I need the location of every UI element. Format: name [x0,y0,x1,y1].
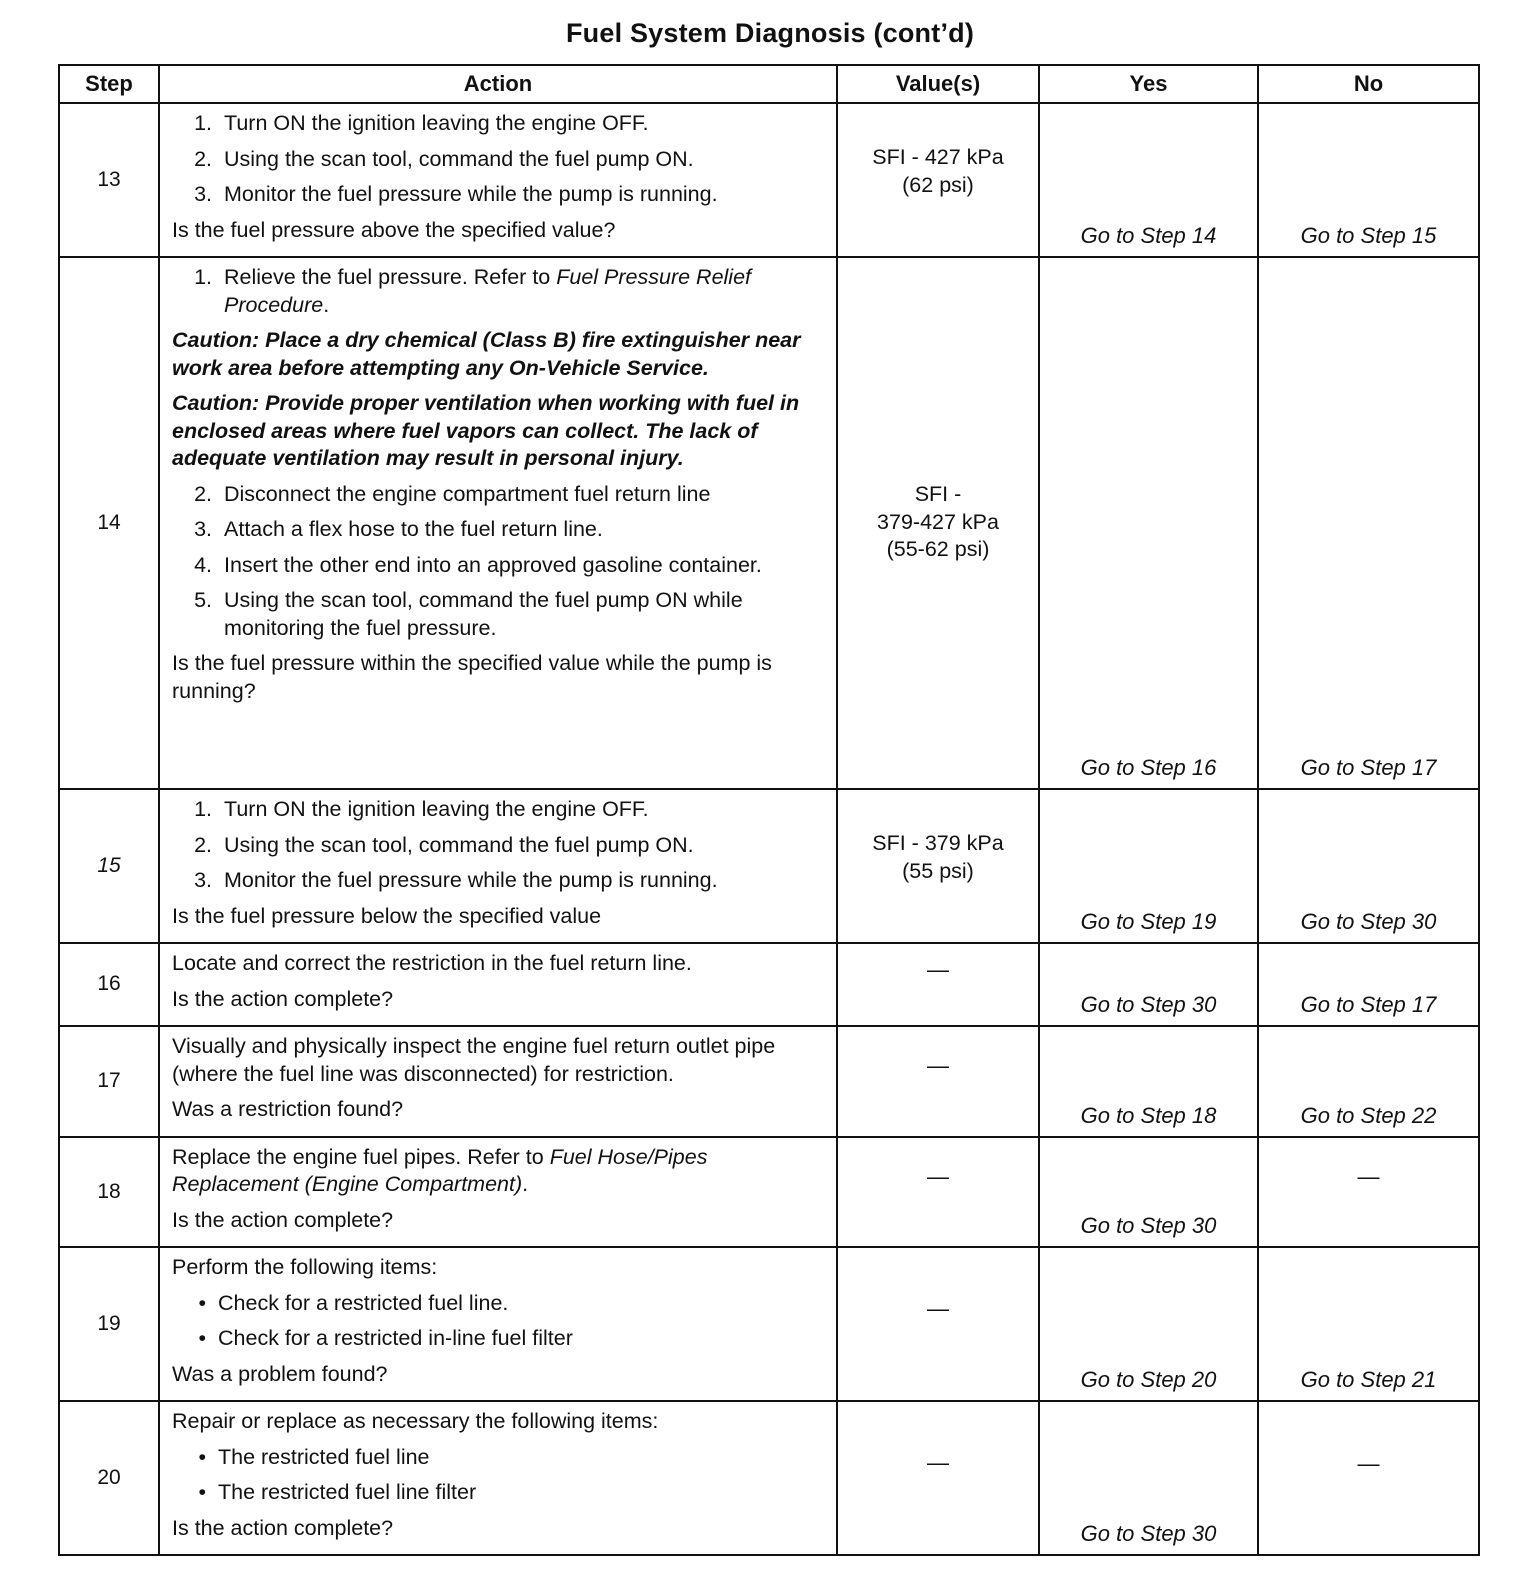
step-number: 13 [59,103,159,257]
action-item: Insert the other end into an approved gasoline container. [224,552,762,577]
step-number: 16 [59,943,159,1026]
no-cell: Go to Step 15 [1258,103,1479,257]
yes-cell: Go to Step 16 [1039,257,1258,789]
action-cell: 1. Relieve the fuel pressure. Refer to Fuel Pressure Relief Procedure. Caution: Place a dry chemical (Class B) fire extinguisher near work area before attempting any On-Vehicle Service. Caution: Provide proper ventilation when working with fuel in enclosed areas where fuel vapors can collect. The lack of adequate ventilation may result in personal injury. 2. Disconnect the engine compartment fuel return line 3. Attach a flex hose to the fuel return line. 4. Insert the other end into an approved gasoline container. 5. Using the scan tool, command the fuel pump ON while monitoring the fuel pressure. Is the fuel pressure within the specified value while the pump is running? [159,257,837,789]
action-question: Is the fuel pressure above the specified value? [172,217,616,242]
yes-cell: Go to Step 30 [1039,943,1258,1026]
bullet-icon: • [198,1444,206,1469]
action-cell [159,1026,837,1137]
step-number: 17 [59,1026,159,1137]
yes-cell: Go to Step 19 [1039,789,1258,943]
step-number: 19 [59,1247,159,1401]
header-value: Value(s) [837,65,1039,103]
bullet-item: The restricted fuel line [218,1444,430,1469]
action-question: Is the action complete? [172,986,394,1011]
no-cell: Go to Step 17 [1258,943,1479,1026]
value-cell: — [837,1026,1039,1137]
action-cell: 1. Turn ON the ignition leaving the engine OFF. 2. Using the scan tool, command the fuel pump ON. 3. Monitor the fuel pressure while the pump is running. Is the fuel pressure below the specified value [159,789,837,943]
action-cell [159,1137,837,1248]
no-cell: Go to Step 17 [1258,257,1479,789]
page-title: Fuel System Diagnosis (cont’d) [565,18,975,48]
action-text: Replace the engine fuel pipes. Refer to [172,1144,550,1169]
procedure-reference: Fuel Pressure Relief Procedure [224,265,752,317]
action-cell [159,1401,837,1555]
caution-note: Caution: Provide proper ventilation when working with fuel in enclosed areas where fuel vapors can collect. The lack of adequate ventilation may result in personal injury. [172,391,800,471]
step-number: 18 [59,1137,159,1248]
bullet-item: Check for a restricted in-line fuel filter [218,1326,573,1351]
action-question: Was a restriction found? [172,1097,404,1122]
no-cell: — [1258,1137,1479,1248]
no-cell: Go to Step 21 [1258,1247,1479,1401]
action-item: Using the scan tool, command the fuel pump ON while monitoring the fuel pressure. [224,588,743,640]
table-row [59,1026,1479,1137]
table-row [59,1247,1479,1401]
action-item: Turn ON the ignition leaving the engine OFF. [224,111,649,135]
yes-cell: Go to Step 18 [1039,1026,1258,1137]
value-line: (62 psi) [902,172,974,197]
action-item: Attach a flex hose to the fuel return line. [224,517,603,542]
header-yes: Yes [1039,65,1258,103]
yes-cell: Go to Step 20 [1039,1247,1258,1401]
value-cell: — [837,1247,1039,1401]
table-row [59,943,1479,1026]
value-line: SFI - [914,482,962,507]
value-cell [837,257,1039,789]
bullet-icon: • [198,1326,206,1351]
action-item: Monitor the fuel pressure while the pump is running. [224,182,718,207]
header-no: No [1258,65,1479,103]
action-text: Visually and physically inspect the engine fuel return outlet pipe (where the fuel line was disconnected) for restriction. [172,1034,776,1086]
yes-cell: Go to Step 30 [1039,1137,1258,1248]
action-item: Using the scan tool, command the fuel pump ON. [224,146,694,171]
procedure-reference: Fuel Hose/Pipes Replacement (Engine Compartment) [172,1144,708,1197]
action-cell: 1. Turn ON the ignition leaving the engine OFF. 2. Using the scan tool, command the fuel pump ON. 3. Monitor the fuel pressure while the pump is running. Is the fuel pressure above the specified value? [159,103,837,257]
table-row [59,1401,1479,1555]
action-item: Relieve the fuel pressure. Refer to [224,265,557,290]
header-action: Action [159,65,837,103]
action-cell [159,943,837,1026]
action-text: Perform the following items: [172,1255,438,1280]
yes-cell: Go to Step 14 [1039,103,1258,257]
punctuation: . [323,292,330,317]
step-number: 14 [59,257,159,789]
header-step: Step [59,65,159,103]
value-cell: — [837,943,1039,1026]
caution-note: Caution: Place a dry chemical (Class B) fire extinguisher near work area before attempting any On-Vehicle Service. [172,328,801,380]
action-text: Repair or replace as necessary the following items: [172,1409,659,1434]
value-line: (55-62 psi) [886,537,990,562]
action-question: Is the fuel pressure within the specified value while the pump is running? [172,651,772,703]
value-cell [837,103,1039,257]
action-item: Disconnect the engine compartment fuel return line [224,481,711,506]
punctuation: . [522,1172,529,1197]
bullet-icon: • [198,1290,206,1315]
action-question: Is the action complete? [172,1515,394,1540]
value-line: SFI - 427 kPa [872,145,1004,169]
value-line: (55 psi) [902,858,974,883]
value-line: 379-427 kPa [877,509,999,534]
action-cell [159,1247,837,1401]
no-cell: — [1258,1401,1479,1555]
action-text: Locate and correct the restriction in the fuel return line. [172,951,692,976]
table-row [59,103,1479,257]
action-question: Is the fuel pressure below the specified value [172,903,602,928]
bullet-item: Check for a restricted fuel line. [218,1290,509,1315]
action-item: Monitor the fuel pressure while the pump is running. [224,868,718,893]
step-number: 20 [59,1401,159,1555]
no-cell: Go to Step 22 [1258,1026,1479,1137]
header-row [59,65,1479,103]
step-number: 15 [59,789,159,943]
bullet-item: The restricted fuel line filter [218,1480,477,1505]
action-question: Was a problem found? [172,1361,388,1386]
bullet-icon: • [198,1480,206,1505]
value-cell [837,789,1039,943]
value-cell: — [837,1401,1039,1555]
table-row [59,1137,1479,1248]
value-cell: — [837,1137,1039,1248]
value-line: SFI - 379 kPa [872,831,1004,856]
table-row [59,257,1479,789]
diagnosis-table [58,64,1480,1556]
action-item: Using the scan tool, command the fuel pump ON. [224,832,694,857]
action-item: Turn ON the ignition leaving the engine OFF. [224,797,649,822]
table-row [59,789,1479,943]
action-question: Is the action complete? [172,1207,394,1232]
no-cell: Go to Step 30 [1258,789,1479,943]
yes-cell: Go to Step 30 [1039,1401,1258,1555]
